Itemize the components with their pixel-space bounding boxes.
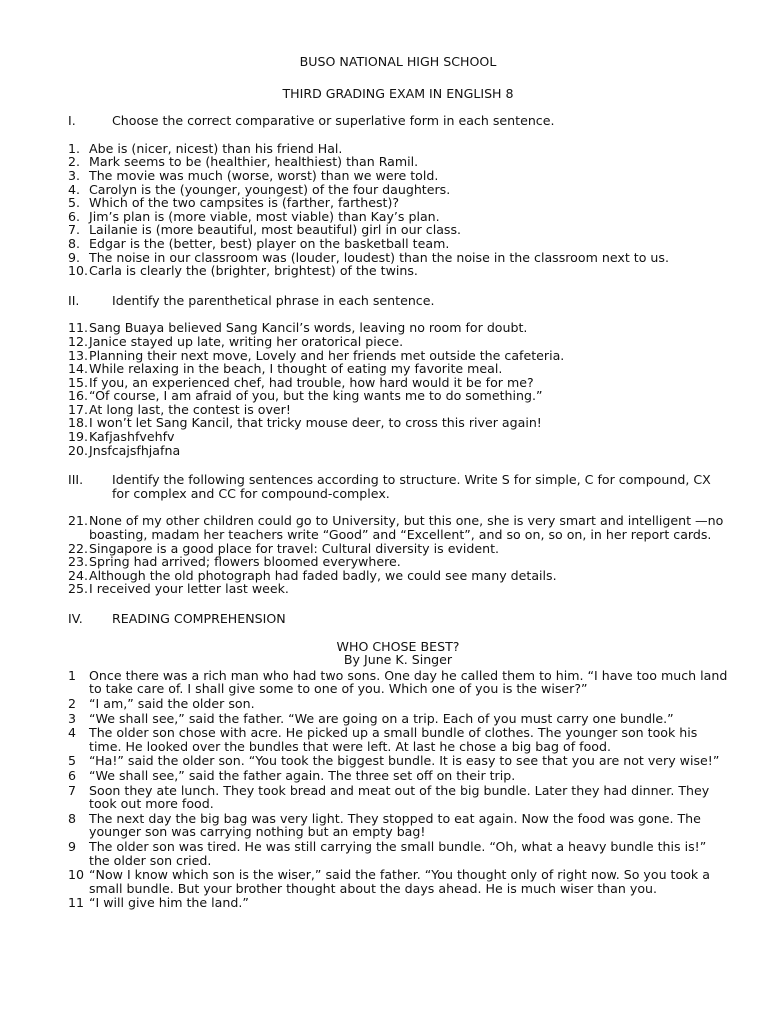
item-text: Abe is (nicer, nicest) than his friend Hal. bbox=[89, 140, 343, 156]
item-number: 11. bbox=[68, 320, 89, 336]
item-number: 6. bbox=[68, 208, 81, 224]
list-item bbox=[68, 555, 728, 569]
item-text: “We shall see,” said the father. “We are going on a trip. Each of you must carry one bundle.” bbox=[89, 710, 674, 726]
list-item bbox=[68, 237, 728, 251]
list-item bbox=[68, 376, 728, 390]
item-number: 18. bbox=[68, 415, 89, 431]
item-text: While relaxing in the beach, I thought of eating my favorite meal. bbox=[89, 361, 503, 377]
item-number: 20. bbox=[68, 442, 89, 458]
item-number: 13. bbox=[68, 347, 89, 363]
list-item bbox=[68, 196, 728, 210]
item-number: 21. bbox=[68, 513, 89, 529]
section-4-instruction: READING COMPREHENSION bbox=[112, 611, 286, 626]
story-paragraph bbox=[68, 754, 728, 768]
item-text: The movie was much (worse, worst) than we were told. bbox=[89, 167, 439, 183]
section-3-heading bbox=[68, 473, 728, 500]
item-text: Carla is clearly the (brighter, brightest) of the twins. bbox=[89, 263, 418, 279]
item-number: 6 bbox=[68, 767, 77, 783]
item-number: 8. bbox=[68, 235, 81, 251]
item-number: 24. bbox=[68, 567, 89, 583]
item-number: 16. bbox=[68, 388, 89, 404]
item-text: Singapore is a good place for travel: Cultural diversity is evident. bbox=[89, 540, 500, 556]
list-item bbox=[68, 444, 728, 458]
item-number: 9 bbox=[68, 838, 77, 854]
item-text: “Of course, I am afraid of you, but the king wants me to do something.” bbox=[89, 388, 543, 404]
story-paragraph bbox=[68, 896, 728, 910]
item-number: 11 bbox=[68, 895, 85, 911]
list-item bbox=[68, 142, 728, 156]
item-text: I won’t let Sang Kancil, that tricky mouse deer, to cross this river again! bbox=[89, 415, 542, 431]
school-name: BUSO NATIONAL HIGH SCHOOL bbox=[299, 54, 497, 69]
item-number: 2 bbox=[68, 695, 77, 711]
item-text: Spring had arrived; flowers bloomed everywhere. bbox=[89, 554, 401, 570]
item-number: 23. bbox=[68, 554, 89, 570]
item-number: 10 bbox=[68, 867, 85, 883]
item-number: 5. bbox=[68, 195, 81, 211]
list-item bbox=[68, 183, 728, 197]
story-paragraphs bbox=[68, 669, 728, 910]
list-item bbox=[68, 155, 728, 169]
story-paragraph bbox=[68, 697, 728, 711]
item-number: 9. bbox=[68, 249, 81, 265]
item-text: The next day the big bag was very light. They stopped to eat again. Now the food was gone. The younger son was carrying nothing but an empty bag! bbox=[89, 810, 701, 840]
item-number: 10. bbox=[68, 263, 89, 279]
item-number: 1 bbox=[68, 667, 77, 683]
list-item bbox=[68, 264, 728, 278]
list-item bbox=[68, 321, 728, 335]
item-number: 7 bbox=[68, 782, 77, 798]
list-item bbox=[68, 430, 728, 444]
item-text: The older son was tired. He was still carrying the small bundle. “Oh, what a heavy bundle this is!” the older son cried. bbox=[89, 838, 707, 868]
section-4-number: IV. bbox=[68, 611, 83, 626]
story-author: By June K. Singer bbox=[343, 652, 453, 668]
section-3-instruction: Identify the following sentences according to structure. Write S for simple, C for compound, CX for complex and CC for compound-complex. bbox=[112, 472, 711, 501]
list-item bbox=[68, 223, 728, 237]
item-text: The older son chose with acre. He picked up a small bundle of clothes. The younger son took his time. He looked over the bundles that were left. At last he chose a big bag of food. bbox=[89, 725, 698, 754]
item-text: “Now I know which son is the wiser,” said the father. “You thought only of right now. So you took a small bundle. But your brother thought about the days ahead. He is much wiser than you. bbox=[89, 867, 710, 896]
exam-title: THIRD GRADING EXAM IN ENGLISH 8 bbox=[282, 85, 514, 101]
section-4-heading bbox=[68, 612, 728, 626]
list-item bbox=[68, 362, 728, 376]
list-item bbox=[68, 416, 728, 430]
item-text: At long last, the contest is over! bbox=[89, 401, 291, 417]
item-text: “I am,” said the older son. bbox=[89, 695, 255, 711]
section-1-instruction: Choose the correct comparative or superlative form in each sentence. bbox=[112, 113, 555, 129]
item-text: Planning their next move, Lovely and her friends met outside the cafeteria. bbox=[89, 347, 565, 363]
story-paragraph bbox=[68, 669, 728, 696]
story-paragraph bbox=[68, 769, 728, 783]
item-number: 3 bbox=[68, 710, 77, 726]
list-item bbox=[68, 389, 728, 403]
item-text: Janice stayed up late, writing her oratorical piece. bbox=[89, 333, 404, 349]
item-text: Carolyn is the (younger, youngest) of the four daughters. bbox=[89, 181, 451, 197]
story-paragraph bbox=[68, 840, 728, 867]
item-number: 4 bbox=[68, 725, 77, 741]
section-1-heading bbox=[68, 114, 728, 128]
story-paragraph bbox=[68, 812, 728, 839]
story-paragraph bbox=[68, 712, 728, 726]
item-text: None of my other children could go to University, but this one, she is very smart and intelligent —no boasting, madam her teachers write “Good” and “Excellent”, and so on, so on, in her report cards. bbox=[89, 513, 724, 543]
section-2-items bbox=[68, 321, 728, 457]
item-number: 7. bbox=[68, 222, 81, 238]
item-number: 14. bbox=[68, 361, 89, 377]
story-paragraph bbox=[68, 868, 728, 895]
list-item bbox=[68, 349, 728, 363]
item-text: Which of the two campsites is (farther, farthest)? bbox=[89, 195, 400, 211]
item-text: Once there was a rich man who had two sons. One day he called them to him. “I have too much land to take care of. I shall give some to one of you. Which one of you is the wiser?” bbox=[89, 667, 728, 697]
story-paragraph bbox=[68, 784, 728, 811]
item-text: Sang Buaya believed Sang Kancil’s words, leaving no room for doubt. bbox=[89, 320, 528, 336]
item-text: I received your letter last week. bbox=[89, 581, 289, 597]
item-number: 19. bbox=[68, 429, 89, 445]
item-text: “I will give him the land.” bbox=[89, 895, 249, 911]
item-number: 12. bbox=[68, 333, 89, 349]
list-item bbox=[68, 403, 728, 417]
story-paragraph bbox=[68, 726, 728, 753]
item-text: The noise in our classroom was (louder, loudest) than the noise in the classroom next to us. bbox=[89, 249, 669, 265]
item-number: 3. bbox=[68, 167, 81, 183]
section-2-instruction: Identify the parenthetical phrase in each sentence. bbox=[112, 292, 435, 308]
list-item bbox=[68, 169, 728, 183]
item-text: Edgar is the (better, best) player on the basketball team. bbox=[89, 235, 450, 251]
section-2-heading bbox=[68, 294, 728, 308]
list-item bbox=[68, 582, 728, 596]
list-item bbox=[68, 335, 728, 349]
list-item bbox=[68, 210, 728, 224]
item-text: Jnsfcajsfhjafna bbox=[89, 442, 181, 458]
item-text: Kafjashfvehfv bbox=[89, 429, 175, 445]
section-1-items bbox=[68, 142, 728, 278]
item-number: 22. bbox=[68, 540, 89, 556]
item-number: 2. bbox=[68, 154, 81, 170]
item-text: “We shall see,” said the father again. The three set off on their trip. bbox=[89, 767, 516, 783]
list-item bbox=[68, 251, 728, 265]
item-number: 8 bbox=[68, 810, 77, 826]
item-number: 5 bbox=[68, 753, 77, 769]
section-2-number: II. bbox=[68, 292, 80, 308]
section-3-items bbox=[68, 514, 728, 596]
item-number: 15. bbox=[68, 374, 89, 390]
section-1-number: I. bbox=[68, 113, 76, 129]
item-number: 17. bbox=[68, 401, 89, 417]
list-item bbox=[68, 542, 728, 556]
story-title: WHO CHOSE BEST? bbox=[336, 638, 460, 654]
section-3-number: III. bbox=[68, 472, 84, 488]
item-number: 25. bbox=[68, 581, 89, 597]
item-text: Although the old photograph had faded badly, we could see many details. bbox=[89, 567, 557, 583]
item-text: Lailanie is (more beautiful, most beautiful) girl in our class. bbox=[89, 222, 462, 238]
item-number: 1. bbox=[68, 140, 81, 156]
item-text: “Ha!” said the older son. “You took the biggest bundle. It is easy to see that you are not very wise!” bbox=[89, 753, 720, 769]
list-item bbox=[68, 514, 728, 541]
item-text: Jim’s plan is (more viable, most viable) than Kay’s plan. bbox=[89, 208, 440, 224]
item-text: Soon they ate lunch. They took bread and meat out of the big bundle. Later they had dinner. They took out more food. bbox=[89, 782, 710, 812]
item-text: If you, an experienced chef, had trouble, how hard would it be for me? bbox=[89, 374, 534, 390]
list-item bbox=[68, 569, 728, 583]
item-number: 4. bbox=[68, 181, 81, 197]
item-text: Mark seems to be (healthier, healthiest) than Ramil. bbox=[89, 154, 419, 170]
